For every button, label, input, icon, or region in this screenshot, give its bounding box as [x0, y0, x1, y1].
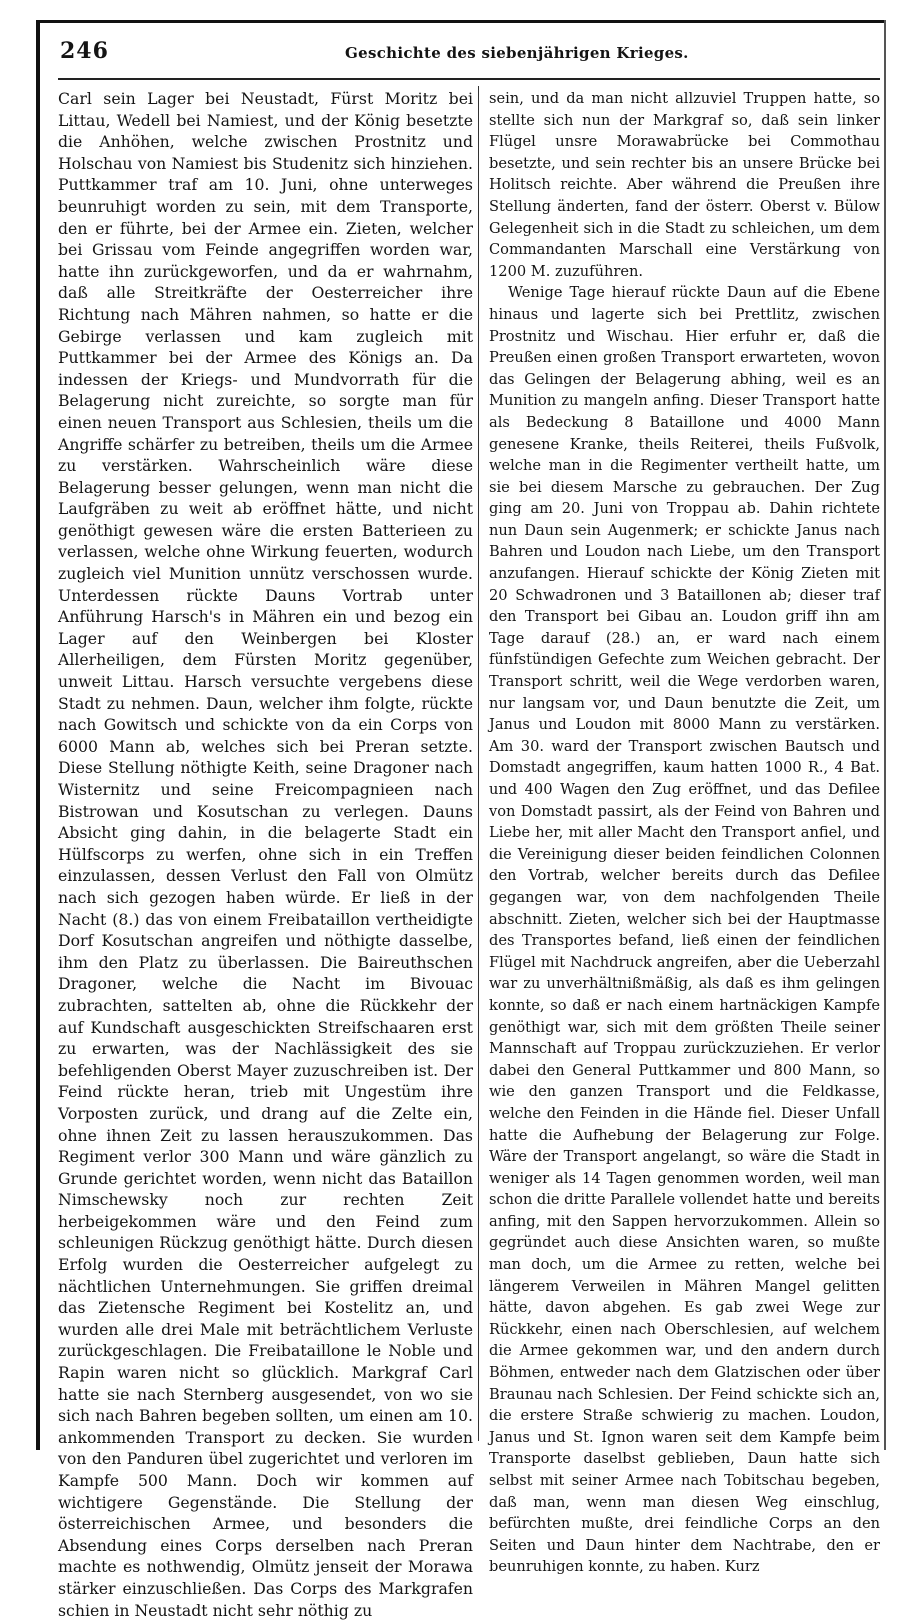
paragraph: sein, und da man nicht allzuviel Truppen hatte, so stellte sich nun der Markgraf so, daß sein linker Flügel unsre Morawabrücke bei Commothau besetzte, und sein rechter bis an unsere Brücke bei Holitsch reichte. Aber während die Preußen ihre Stellung änderten, fand der österr. Oberst v. Bülow Gelegenheit sich in die Stadt zu schleichen, um dem Commandanten Marschall eine Verstärkung von 1200 M. zuzuführen. [489, 90, 880, 280]
column-divider [478, 86, 479, 1441]
paragraph: Wenige Tage hierauf rückte Daun auf die Ebene hinaus und lagerte sich bei Prettlitz, zwischen Prostnitz und Wischau. Hier erfuhr er, daß die Preußen einen großen Transport erwarteten, wovon das Gelingen der Belagerung abhing, weil es an Munition zu mangeln anfing. Dieser Transport hatte als Bedeckung 8 Bataillone und 4000 Mann genesene Kranke, theils Reiterei, theils Fußvolk, welche man in die Regimenter vertheilt hatte, um sie bei diesem Marsche zu gebrauchen. Der Zug ging am 20. Juni von Troppau ab. Dahin richtete nun Daun sein Augenmerk; er schickte Janus nach Bahren und Loudon nach Liebe, um den Transport anzufangen. Hierauf schickte der König Zieten mit 20 Schwadronen und 3 Bataillonen ab; dieser traf den Transport bei Gibau an. Loudon griff ihn am Tage darauf (28.) an, er ward nach einem fünfstündigen Gefechte zum Weichen gebracht. Der Transport schritt, weil die Wege verdorben waren, nur langsam vor, und Daun benutzte die Zeit, um Janus und Loudon mit 8000 Mann zu verstärken. Am 30. ward der Transport zwischen Bautsch und Domstadt angegriffen, kaum hatten 1000 R., 4 Bat. und 400 Wagen den Zug eröffnet, und das Defilee von Domstadt passirt, als der Feind von Bahren und Liebe her, mit aller Macht den Transport anfiel, und die Vereinigung dieser beiden feindlichen Colonnen den Vortrab, welcher bereits durch das Defilee gegangen war, von dem nachfolgenden Theile abschnitt. Zieten, welcher sich bei der Hauptmasse des Transportes befand, ließ einen der feindlichen Flügel mit Nachdruck angreifen, aber die Ueberzahl war zu unverhältnißmäßig, als daß es ihm gelingen konnte, so daß er nach einem hartnäckigen Kampfe genöthigt war, sich mit dem größten Theile seiner Mannschaft auf Troppau zurückzuziehen. Er verlor dabei den General Puttkammer und 800 Mann, so wie den ganzen Transport und die Feldkasse, welche den Feinden in die Hände fiel. Dieser Unfall hatte die Aufhebung der Belagerung zur Folge. Wäre der Transport angelangt, so wäre die Stadt in weniger als 14 Tagen genommen worden, weil man schon die dritte Parallele vollendet hatte und bereits anfing, mit den Sappen hervorzukommen. Allein so gegründet auch diese Ansichten waren, so mußte man doch, um die Armee zu retten, welche bei längerem Verweilen in Mähren Mangel gelitten hätte, davon abgehen. Es gab zwei Wege zur Rückkehr, einen nach Oberschlesien, auf welchem die Armee gekommen war, und den andern durch Böhmen, entweder nach dem Glatzischen oder über Braunau nach Schlesien. Der Feind schickte sich an, die erstere Straße schwierig zu machen. Loudon, Janus und St. Ignon waren seit dem Kampfe beim Transporte daselbst geblieben, Daun hatte sich selbst mit seiner Armee nach Tobitschau begeben, daß man, wenn man diesen Weg einschlug, befürchten mußte, drei feindliche Corps an den Seiten und Daun hinter dem Nachtrabe, den er beunruhigen konnte, zu haben. Kurz [489, 284, 880, 1576]
running-title: Geschichte des siebenjährigen Krieges. [345, 44, 689, 62]
page-border-left [36, 20, 40, 1450]
page-number: 246 [60, 38, 109, 64]
page-border-right [884, 20, 886, 1450]
header-rule [58, 78, 880, 80]
page-header [60, 38, 880, 74]
text-column-right [489, 88, 880, 1576]
page-border-top [36, 20, 886, 23]
paragraph: Carl sein Lager bei Neustadt, Fürst Moritz bei Littau, Wedell bei Namiest, und der König besetzte die Anhöhen, welche zwischen Prostnitz und Holschau von Namiest bis Studenitz sich hinziehen. Puttkammer traf am 10. Juni, ohne unterweges beunruhigt worden zu sein, mit dem Transporte, den er führte, bei der Armee ein. Zieten, welcher bei Grissau vom Feinde angegriffen worden war, hatte ihn zurückgeworfen, und da er wahrnahm, daß alle Streitkräfte der Oesterreicher ihre Richtung nach Mähren nahmen, so hatte er die Gebirge verlassen und kam zugleich mit Puttkammer bei der Armee des Königs an. Da indessen der Kriegs- und Mundvorrath für die Belagerung nicht zureichte, so sorgte man für einen neuen Transport aus Schlesien, theils um die Angriffe schärfer zu betreiben, theils um die Armee zu verstärken. Wahrscheinlich wäre diese Belagerung besser gelungen, wenn man nicht die Laufgräben zu weit ab eröffnet hätte, und nicht genöthigt gewesen wäre die ersten Batterieen zu verlassen, welche ohne Wirkung feuerten, wodurch zugleich viel Munition unnütz verschossen wurde. Unterdessen rückte Dauns Vortrab unter Anführung Harsch's in Mähren ein und bezog ein Lager auf den Weinbergen bei Kloster Allerheiligen, dem Fürsten Moritz gegenüber, unweit Littau. Harsch versuchte vergebens diese Stadt zu nehmen. Daun, welcher ihm folgte, rückte nach Gowitsch und schickte von da ein Corps von 6000 Mann ab, welches sich bei Preran setzte. Diese Stellung nöthigte Keith, seine Dragoner nach Wisternitz und seine Freicompagnieen nach Bistrowan und Kosutschan zu verlegen. Dauns Absicht ging dahin, in die belagerte Stadt ein Hülfscorps zu werfen, ohne sich in ein Treffen einzulassen, dessen Verlust den Fall von Olmütz nach sich gezogen haben würde. Er ließ in der Nacht (8.) das von einem Freibataillon vertheidigte Dorf Kosutschan angreifen und nöthigte dasselbe, ihm den Platz zu überlassen. Die Baireuthschen Dragoner, welche die Nacht im Bivouac zubrachten, sattelten ab, ohne die Rückkehr der auf Kundschaft ausgeschickten Streifschaaren erst zu erwarten, was der Nachlässigkeit des sie befehligenden Oberst Mayer zuzuschreiben ist. Der Feind rückte heran, trieb mit Ungestüm ihre Vorposten zurück, und drang auf die Zelte ein, ohne ihnen Zeit zu lassen herauszukommen. Das Regiment verlor 300 Mann und wäre gänzlich zu Grunde gerichtet worden, wenn nicht das Bataillon Nimschewsky noch zur rechten Zeit herbeigekommen wäre und den Feind zum schleunigen Rückzug genöthigt hätte. Durch diesen Erfolg wurden die Oesterreicher aufgelegt zu nächtlichen Unternehmungen. Sie griffen dreimal das Zietensche Regiment bei Kostelitz an, und wurden alle drei Male mit beträchtlichem Verluste zurückgeschlagen. Die Freibataillone le Noble und Rapin waren nicht so glücklich. Markgraf Carl hatte sie nach Sternberg ausgesendet, von wo sie sich nach Bahren begeben sollten, um einen am 10. ankommenden Transport zu decken. Sie wurden von den Panduren übel zugerichtet und verloren im Kampfe 500 Mann. Doch wir kommen auf wichtigere Gegenstände. Die Stellung der österreichischen Armee, und besonders die Absendung eines Corps derselben nach Preran machte es nothwendig, Olmütz jenseit der Morawa stärker einzuschließen. Das Corps des Markgrafen schien in Neustadt nicht sehr nöthig zu [58, 89, 473, 1620]
text-column-left [58, 88, 473, 1620]
